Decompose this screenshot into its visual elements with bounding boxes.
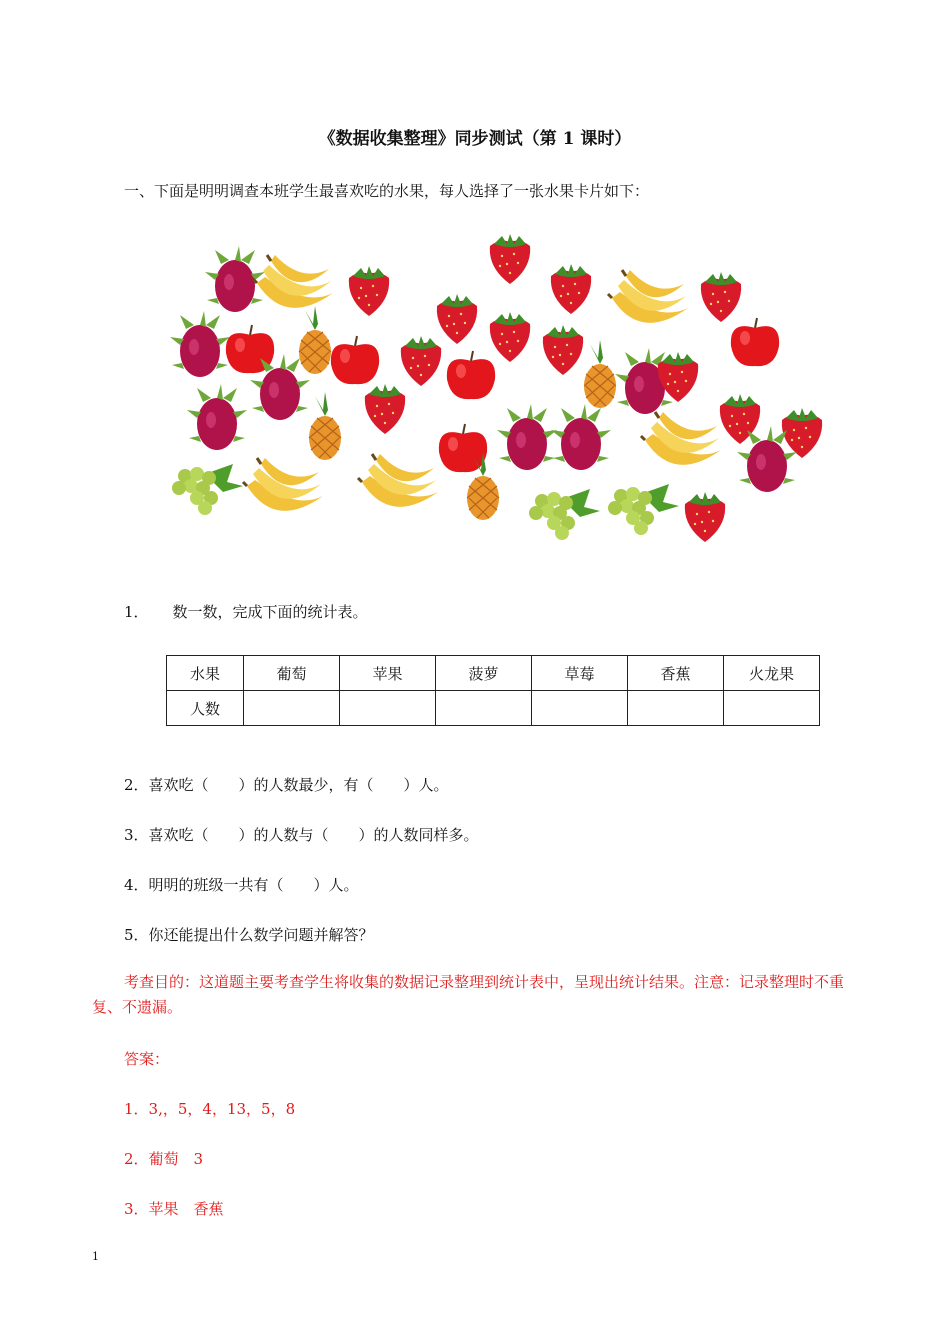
table-cell-blank[interactable] xyxy=(724,691,820,726)
answer-label: 答案： xyxy=(124,1050,170,1068)
question-5: 5．你还能提出什么数学问题并解答？ xyxy=(124,926,374,944)
table-cell-blank[interactable] xyxy=(436,691,532,726)
table-row xyxy=(167,656,820,691)
table-cell: 香蕉 xyxy=(628,656,724,691)
question-4: 4．明明的班级一共有（ ）人。 xyxy=(124,876,359,894)
table-cell: 人数 xyxy=(167,691,244,726)
table-cell-blank[interactable] xyxy=(628,691,724,726)
answer-3: 3．苹果 香蕉 xyxy=(124,1200,224,1218)
table-cell-blank[interactable] xyxy=(244,691,340,726)
answer-1: 1．3,，5，4，13，5，8 xyxy=(124,1100,296,1118)
table-row xyxy=(167,691,820,726)
fruit-cards-illustration xyxy=(155,222,835,552)
page-number: 1 xyxy=(92,1250,99,1263)
table-cell-blank[interactable] xyxy=(340,691,436,726)
question-1 xyxy=(124,601,368,622)
question-1-text: 数一数，完成下面的统计表。 xyxy=(172,603,368,621)
table-cell: 葡萄 xyxy=(244,656,340,691)
statistics-table xyxy=(166,655,820,726)
exam-purpose: 考查目的：这道题主要考查学生将收集的数据记录整理到统计表中，呈现出统计结果。注意：记录整理时不重复、不遗漏。 xyxy=(92,973,845,1016)
table-cell: 菠萝 xyxy=(436,656,532,691)
question-2: 2．喜欢吃（ ）的人数最少，有（ ）人。 xyxy=(124,776,449,794)
answer-2: 2．葡萄 3 xyxy=(124,1150,204,1168)
table-cell: 苹果 xyxy=(340,656,436,691)
question-1-number: 1． xyxy=(124,603,149,621)
table-cell: 水果 xyxy=(167,656,244,691)
question-3: 3．喜欢吃（ ）的人数与（ ）的人数同样多。 xyxy=(124,826,479,844)
table-cell: 火龙果 xyxy=(724,656,820,691)
question-intro: 一、下面是明明调查本班学生最喜欢吃的水果，每人选择了一张水果卡片如下： xyxy=(124,182,650,200)
table-cell-blank[interactable] xyxy=(532,691,628,726)
page-title: 《数据收集整理》同步测试（第 1 课时） xyxy=(318,129,632,149)
table-cell: 草莓 xyxy=(532,656,628,691)
